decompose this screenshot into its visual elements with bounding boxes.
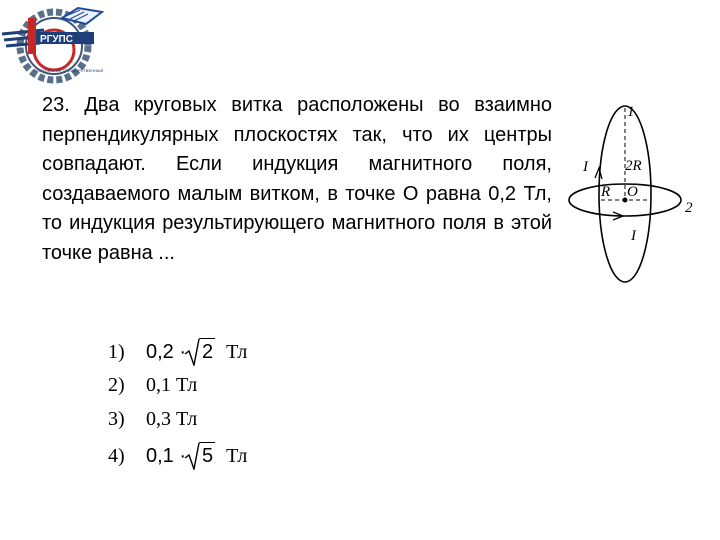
two-loops-figure — [565, 96, 705, 286]
answer-number: 2) — [108, 374, 125, 396]
answer-option-1[interactable] — [108, 338, 247, 368]
answer-radicand: 5 — [202, 445, 214, 467]
answer-unit: Тл — [226, 445, 248, 467]
sqrt-symbol — [188, 338, 213, 364]
label-R: R — [601, 184, 611, 200]
label-2: 2 — [685, 200, 693, 216]
label-I-left: I — [583, 159, 588, 175]
answer-number: 3) — [108, 408, 125, 430]
answer-option-4[interactable] — [108, 442, 247, 472]
answer-text: 0,3 Тл — [146, 408, 198, 430]
logo-text: РГУПС — [40, 34, 73, 45]
rgups-emblem-icon — [0, 0, 112, 92]
label-I-bottom: I — [631, 228, 636, 244]
answer-text: 0,1 Тл — [146, 374, 198, 396]
answer-number: 1) — [108, 341, 125, 363]
label-2R: 2R — [625, 158, 642, 174]
answer-value: 0,2 · — [146, 341, 187, 363]
answer-value: 0,1 · — [146, 445, 187, 467]
answer-unit: Тл — [226, 341, 248, 363]
label-O: O — [627, 184, 638, 200]
loops-diagram — [565, 96, 705, 286]
logo-subtitle: РОСТОВСКИЙ ГОСУДАРСТВЕННЫЙ — [34, 68, 104, 73]
answer-number: 4) — [108, 445, 125, 467]
answer-option-2[interactable] — [108, 374, 197, 404]
answer-radicand: 2 — [202, 341, 214, 363]
label-1: 1 — [627, 104, 635, 120]
answer-option-3[interactable] — [108, 408, 197, 438]
university-logo — [0, 0, 112, 92]
problem-text: 23. Два круговых витка расположены во взаимно перпендикулярных плоскостях так, что их центры совпадают. Если индукция магнитного поля, создаваемого малым витком, в точке О равна 0,2 Тл, то индукция результирующего магнитного поля в этой точке равна ... — [42, 94, 552, 264]
sqrt-symbol — [188, 442, 213, 468]
